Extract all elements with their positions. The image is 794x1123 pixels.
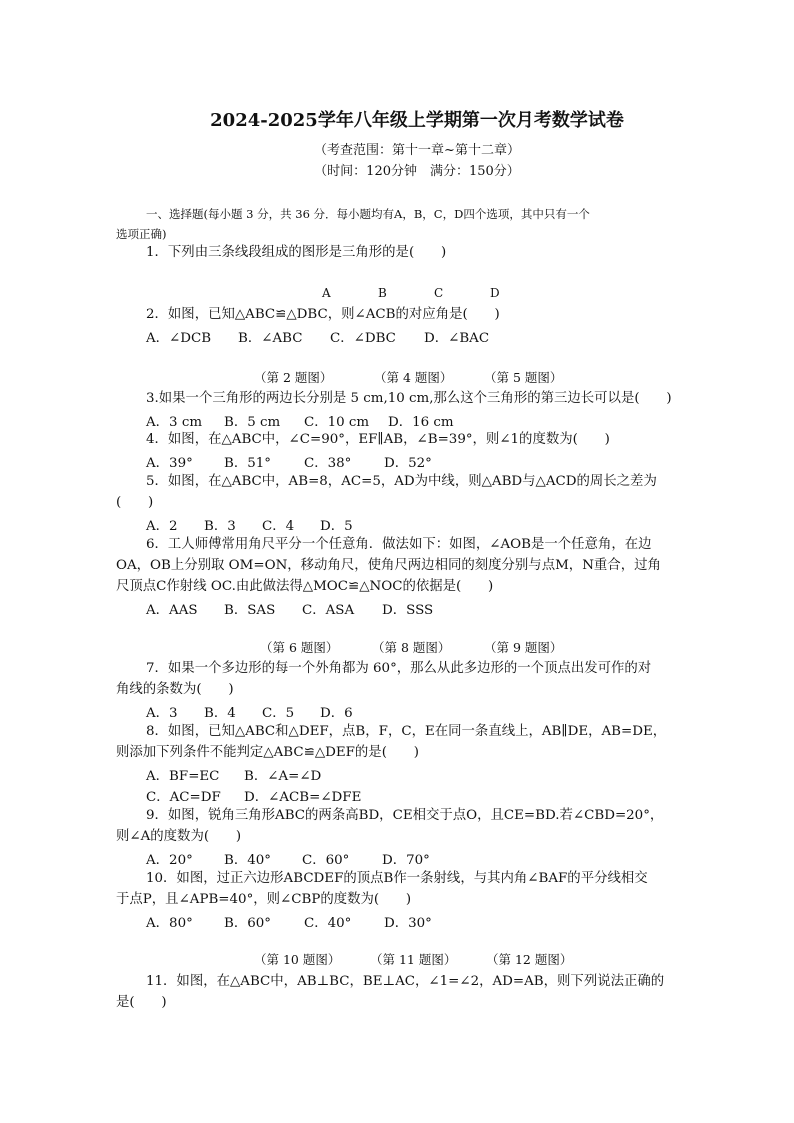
caption-fig-12: （第 12 题图） xyxy=(486,952,573,967)
option-c: C．38° xyxy=(304,456,352,471)
question-3: 3.如果一个三角形的两边长分别是 5 cm,10 cm,那么这个三角形的第三边长可以是( ) xyxy=(146,391,672,406)
option-d: D．16 cm xyxy=(388,415,454,430)
option-d: D．6 xyxy=(320,706,353,721)
option-c: C．5 xyxy=(262,706,295,721)
option-c: C．10 cm xyxy=(304,415,370,430)
option-b: B．51° xyxy=(224,456,271,471)
option-c: C．ASA xyxy=(302,603,355,618)
option-b: B．5 cm xyxy=(224,415,281,430)
option-b: B．40° xyxy=(224,853,271,868)
option-b: B．∠ABC xyxy=(238,331,303,346)
option-a: A．∠DCB xyxy=(146,331,212,346)
fig-label-d: D xyxy=(490,286,500,300)
option-a: A．2 xyxy=(146,519,178,534)
section-header: 一、选择题(每小题 3 分，共 36 分．每小题均有A，B，C，D四个选项，其中只有一个 xyxy=(146,207,590,221)
question-9-cont: 则∠A的度数为( ) xyxy=(116,829,242,844)
option-d: D．30° xyxy=(384,916,432,931)
question-2: 2．如图，已知△ABC≌△DBC，则∠ACB的对应角是( ) xyxy=(146,307,500,322)
option-a: A．20° xyxy=(146,853,193,868)
caption-fig-8: （第 8 题图） xyxy=(372,640,451,655)
exam-scope: （考查范围：第十一章~第十二章） xyxy=(314,143,520,158)
option-a: A．3 cm xyxy=(146,415,203,430)
option-a: A．39° xyxy=(146,456,193,471)
question-9: 9．如图，锐角三角形ABC的两条高BD，CE相交于点O，且CE=BD.若∠CBD=20°， xyxy=(146,808,664,823)
caption-fig-10: （第 10 题图） xyxy=(254,952,341,967)
option-d: D．70° xyxy=(382,853,430,868)
option-b: B．∠A=∠D xyxy=(244,769,322,784)
question-7-cont: 角线的条数为( ) xyxy=(116,682,234,697)
option-d: D．5 xyxy=(320,519,353,534)
option-b: B．60° xyxy=(224,916,271,931)
question-7: 7．如果一个多边形的每一个外角都为 60°，那么从此多边形的一个顶点出发可作的对 xyxy=(146,661,652,676)
question-5: 5．如图，在△ABC中，AB=8，AC=5，AD为中线，则△ABD与△ACD的周长之差为 xyxy=(146,474,657,489)
option-a: A．3 xyxy=(146,706,178,721)
caption-fig-11: （第 11 题图） xyxy=(370,952,457,967)
question-11: 11．如图，在△ABC中，AB⊥BC，BE⊥AC，∠1=∠2，AD=AB，则下列说法正确的 xyxy=(146,974,665,989)
question-1: 1．下列由三条线段组成的图形是三角形的是( ) xyxy=(146,245,447,260)
caption-fig-4: （第 4 题图） xyxy=(374,370,453,385)
option-c: C．4 xyxy=(262,519,295,534)
exam-title: 2024-2025学年八年级上学期第一次月考数学试卷 xyxy=(210,110,624,131)
question-10-cont: 于点P，且∠APB=40°，则∠CBP的度数为( ) xyxy=(116,892,412,907)
question-5-cont: ( ) xyxy=(116,495,154,510)
option-c: C．∠DBC xyxy=(330,331,396,346)
question-6-line-3: 尺顶点C作射线 OC.由此做法得△MOC≌△NOC的依据是( ) xyxy=(116,579,494,594)
caption-fig-2: （第 2 题图） xyxy=(254,370,333,385)
option-b: B．3 xyxy=(204,519,236,534)
option-b: B．4 xyxy=(204,706,236,721)
option-c: C．60° xyxy=(302,853,350,868)
option-a: A．BF=EC xyxy=(146,769,220,784)
fig-label-b: B xyxy=(378,286,387,300)
question-8-cont: 则添加下列条件不能判定△ABC≌△DEF的是( ) xyxy=(116,745,419,760)
section-header-cont: 选项正确) xyxy=(116,227,167,241)
question-6-line-2: OA，OB上分别取 OM=ON，移动角尺，使角尺两边相同的刻度分别与点M，N重合，过角 xyxy=(116,558,661,573)
question-6: 6．工人师傅常用角尺平分一个任意角．做法如下：如图，∠AOB是一个任意角，在边 xyxy=(146,537,652,552)
option-d: D．∠ACB=∠DFE xyxy=(244,790,362,805)
question-10: 10．如图，过正六边形ABCDEF的顶点B作一条射线，与其内角∠BAF的平分线相交 xyxy=(146,871,648,886)
option-d: D．∠BAC xyxy=(424,331,490,346)
option-d: D．SSS xyxy=(382,603,434,618)
caption-fig-6: （第 6 题图） xyxy=(260,640,339,655)
option-c: C．AC=DF xyxy=(146,790,221,805)
option-d: D．52° xyxy=(384,456,432,471)
option-c: C．40° xyxy=(304,916,352,931)
question-8: 8．如图，已知△ABC和△DEF，点B，F，C，E在同一条直线上，AB∥DE，AB=DE， xyxy=(146,724,667,739)
caption-fig-5: （第 5 题图） xyxy=(484,370,563,385)
fig-label-c: C xyxy=(434,286,444,300)
question-11-cont: 是( ) xyxy=(116,995,167,1010)
caption-fig-9: （第 9 题图） xyxy=(484,640,563,655)
question-4: 4．如图，在△ABC中，∠C=90°，EF∥AB，∠B=39°，则∠1的度数为( ) xyxy=(146,432,610,447)
exam-time: （时间：120分钟 满分：150分） xyxy=(314,164,520,179)
fig-label-a: A xyxy=(322,286,331,300)
option-a: A．80° xyxy=(146,916,193,931)
option-a: A．AAS xyxy=(146,603,198,618)
option-b: B．SAS xyxy=(224,603,276,618)
